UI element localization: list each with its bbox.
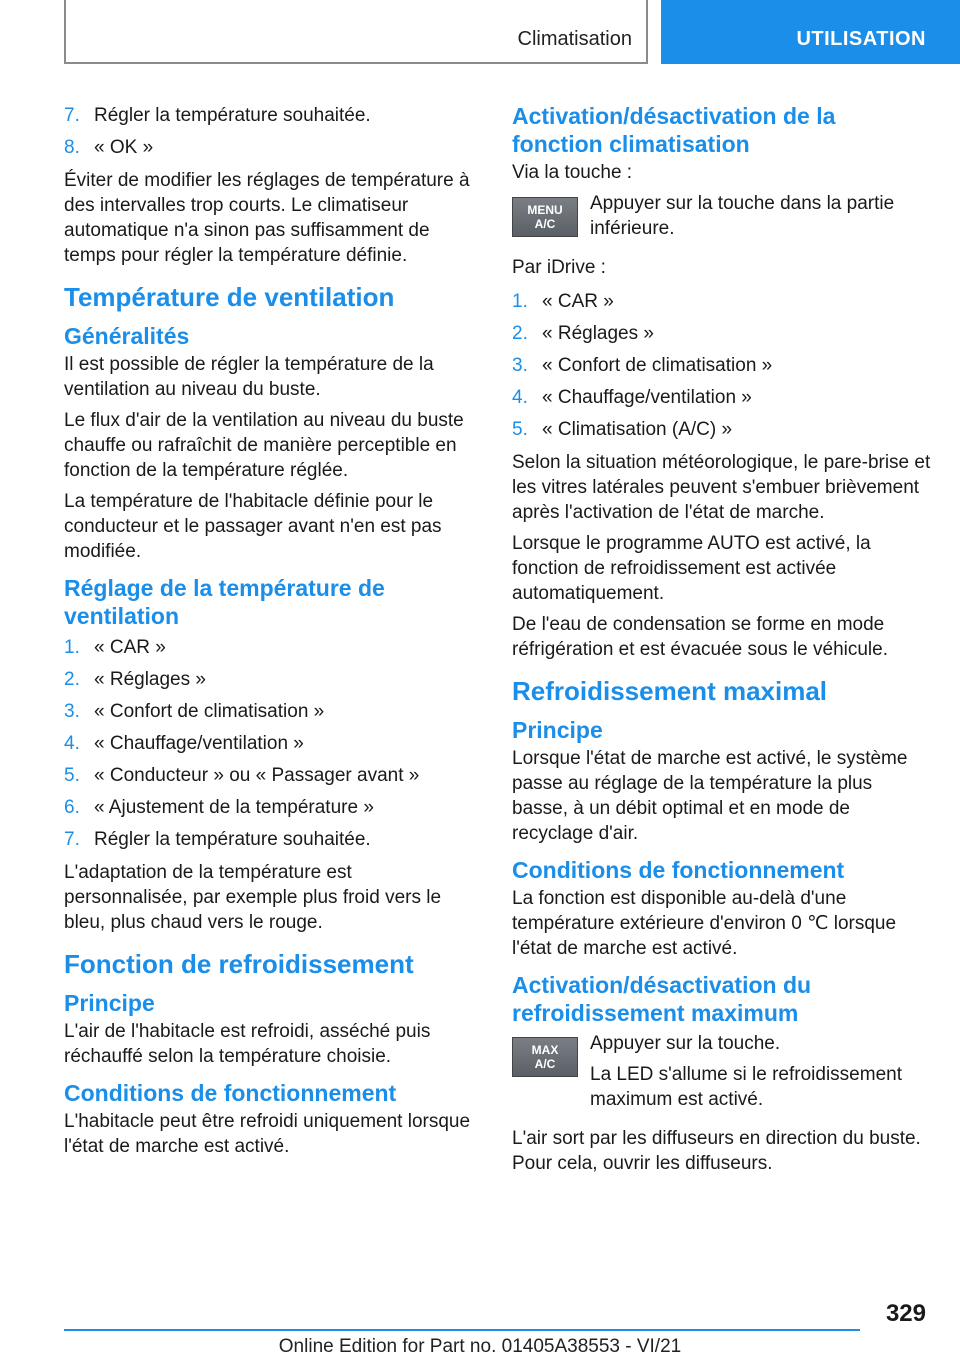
heading-conditions: Conditions de fonctionnement (512, 857, 845, 883)
paragraph: Par iDrive : (512, 257, 606, 278)
heading-conditions: Conditions de fonctionnement (64, 1080, 397, 1106)
footer-edition: Online Edition for Part no. 01405A38553 - VI/21 (278, 1336, 682, 1357)
list-item: 7. Régler la température souhaitée. (64, 829, 371, 850)
left-column (64, 100, 480, 1165)
paragraph: Le flux d'air de la ventilation au niveau du buste chauffe ou rafraîchit de manière perceptible en fonction de la température réglée. (64, 410, 464, 481)
list-item: 7. Régler la température souhaitée. (64, 105, 371, 126)
paragraph: L'habitacle peut être refroidi uniquement lorsque l'état de marche est activé. (64, 1111, 471, 1157)
list-item: 3. « Confort de climatisation » (512, 355, 773, 376)
heading-ventilation: Température de ventilation (64, 282, 395, 312)
heading-generalites: Généralités (64, 323, 190, 349)
heading-refroidissement: Fonction de refroidissement (64, 949, 414, 979)
footer-divider (64, 1329, 860, 1331)
heading-refroidissement-maximal: Refroidissement maximal (512, 676, 828, 706)
list-item: 3. « Confort de climatisation » (64, 701, 325, 722)
heading-principe: Principe (512, 717, 603, 743)
heading-principe: Principe (64, 990, 155, 1016)
header-chapter-title: UTILISATION (796, 28, 926, 50)
paragraph: De l'eau de condensation se forme en mode réfrigération et est évacuée sous le véhicule. (512, 614, 888, 660)
paragraph: Lorsque le programme AUTO est activé, la fonction de refroidissement est activée automatiquement. (512, 533, 871, 604)
header-section-title: Climatisation (517, 28, 632, 50)
paragraph: Éviter de modifier les réglages de température à des intervalles trop courts. Le climatiseur automatique n'a sinon pas suffisamment de temps pour régler la température définie. (64, 170, 470, 266)
paragraph: Lorsque l'état de marche est activé, le système passe au réglage de la température la plus basse, à un débit optimal et en mode de recyclage d'air. (512, 748, 908, 844)
list-item: 5. « Conducteur » ou « Passager avant » (64, 765, 420, 786)
heading-activation-max: Activation/désactivation du refroidissement maximum (512, 972, 812, 1026)
paragraph: La LED s'allume si le refroidissement maximum est activé. (590, 1064, 902, 1110)
list-item: 6. « Ajustement de la température » (64, 797, 374, 818)
paragraph: La fonction est disponible au-delà d'une température extérieure d'environ 0 ℃ lorsque l'état de marche est activé. (512, 888, 897, 959)
paragraph: La température de l'habitacle définie pour le conducteur et le passager avant n'en est pas modifiée. (64, 491, 442, 562)
list-item: 1. « CAR » (64, 637, 166, 658)
paragraph: Via la touche : (512, 162, 633, 183)
paragraph: L'air de l'habitacle est refroidi, asséché puis réchauffé selon la température choisie. (64, 1021, 431, 1067)
heading-activation-climatisation: Activation/désactivation de la fonction climatisation (512, 103, 836, 157)
menu-button-row (512, 191, 932, 247)
paragraph: Selon la situation météorologique, le pare-brise et les vitres latérales peuvent s'embuer brièvement après l'activation de l'état de marche. (512, 452, 931, 523)
idrive-steps-list (512, 286, 932, 446)
menu-ac-button-icon: MENU A/C (512, 197, 578, 237)
list-item: 4. « Chauffage/ventilation » (64, 733, 304, 754)
heading-reglage: Réglage de la température de ventilation (64, 575, 385, 629)
paragraph: L'adaptation de la température est personnalisée, par exemple plus froid vers le bleu, plus chaud vers le rouge. (64, 862, 442, 933)
paragraph: L'air sort par les diffuseurs en direction du buste. Pour cela, ouvrir les diffuseurs. (512, 1128, 921, 1174)
page-number: 329 (885, 1300, 926, 1327)
list-item: 8. « OK » (64, 137, 154, 158)
paragraph: Appuyer sur la touche. (590, 1033, 781, 1054)
list-item: 5. « Climatisation (A/C) » (512, 419, 733, 440)
list-item: 1. « CAR » (512, 291, 614, 312)
max-button-row (512, 1031, 932, 1118)
max-ac-button-icon: MAX A/C (512, 1037, 578, 1077)
list-item: 4. « Chauffage/ventilation » (512, 387, 752, 408)
list-item: 2. « Réglages » (64, 669, 206, 690)
header-section-box (64, 0, 648, 64)
paragraph: Il est possible de régler la température de la ventilation au niveau du buste. (64, 354, 434, 400)
top-steps-list (64, 100, 480, 164)
list-item: 2. « Réglages » (512, 323, 654, 344)
right-column (512, 100, 932, 1182)
paragraph: Appuyer sur la touche dans la partie inférieure. (590, 193, 895, 239)
header-chapter-tab (661, 0, 960, 64)
reglage-steps-list (64, 632, 480, 856)
